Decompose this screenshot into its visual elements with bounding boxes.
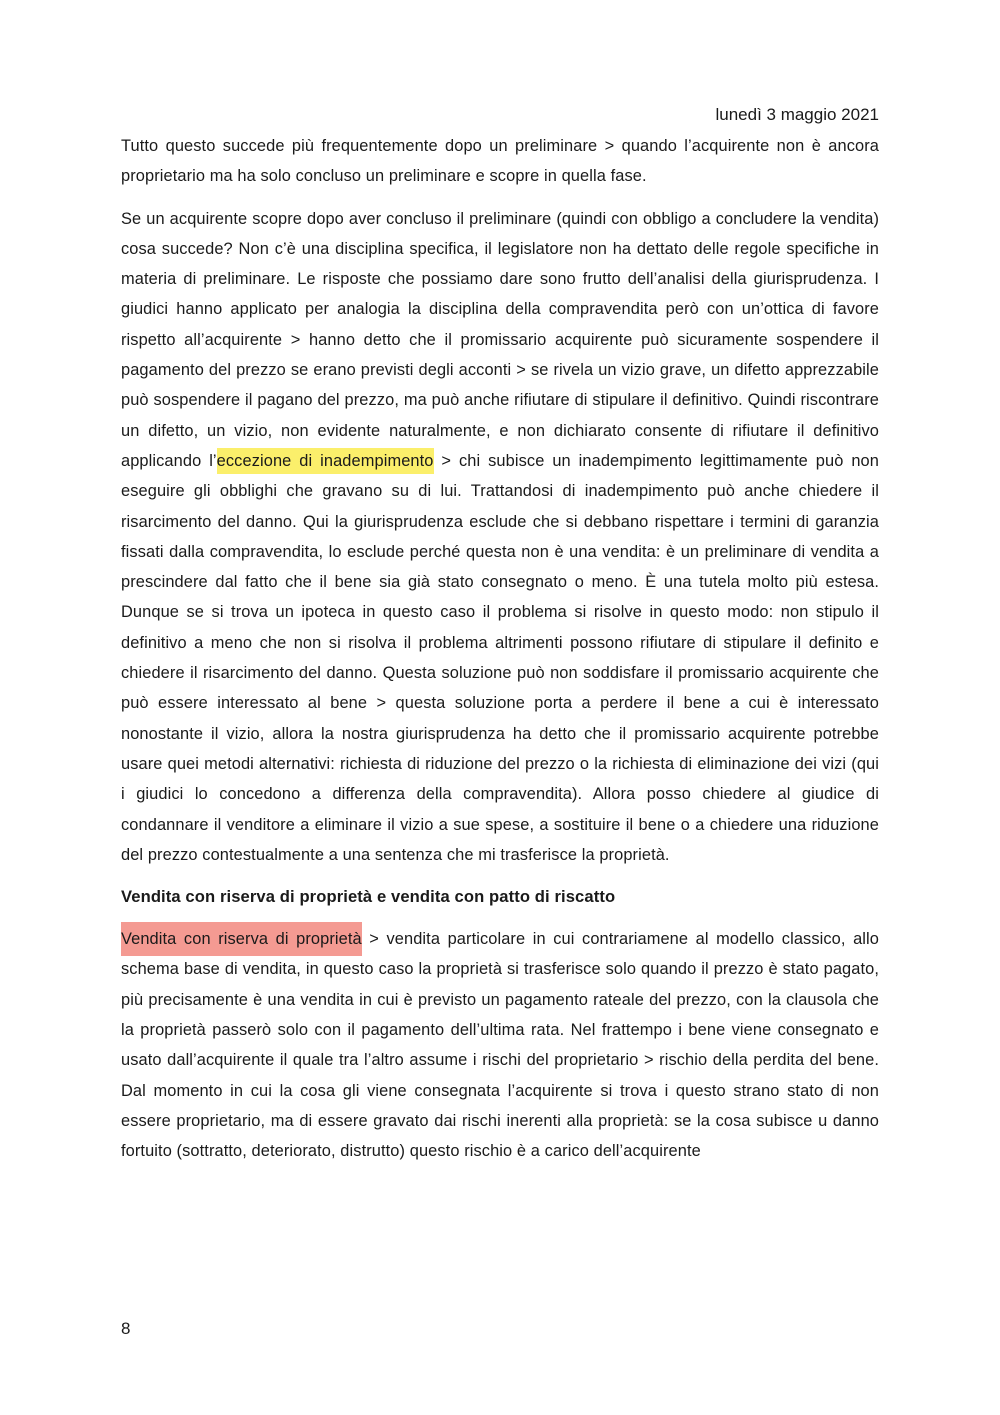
page-date: lunedì 3 maggio 2021 [715,105,879,124]
paragraph-2-text-a: Se un acquirente scopre dopo aver concluso il preliminare (quindi con obbligo a concludere la vendita) cosa succede? Non c’è una disciplina specifica, il legislatore non ha dettato delle regole specifiche in materia di preliminare. Le risposte che possiamo dare sono frutto dell’analisi della giurisprudenza. I giudici hanno applicato per analogia la disciplina della compravendita però con un’ottica di favore rispetto all’acquirente > hanno detto che il promissario acquirente può sicuramente sospendere il pagamento del prezzo se erano previsti degli acconti > se rivela un vizio grave, un difetto apprezzabile può sospendere il pagano del prezzo, ma può anche rifiutare di stipulare il definitivo. Quindi riscontrare un difetto, un vizio, non evidente naturalmente, e non dichiarato consente di rifiutare il definitivo applicando l’ [121,209,879,470]
highlight-eccezione-di-inadempimento: eccezione di inadempimento [217,448,434,474]
page-number: 8 [121,1319,131,1338]
paragraph-3 [121,924,879,1166]
document-body [121,131,879,1179]
paragraph-2-text-b: > chi subisce un inadempimento legittimamente può non eseguire gli obblighi che gravano su di lui. Trattandosi di inadempimento può anche chiedere il risarcimento del danno. Qui la giurisprudenza esclude che si debbano rispettare i termini di garanzia fissati dalla compravendita, lo esclude perché questa non è una vendita: è un preliminare di vendita a prescindere dal fatto che il bene sia già stato consegnato o meno. È una tutela molto più estesa. Dunque se si trova un ipoteca in questo caso il problema si risolve in questo modo: non stipulo il definitivo a meno che non si risolva il problema altrimenti possono rifiutare di stipulare il definito e chiedere il risarcimento del danno. Questa soluzione può non soddisfare il promissario acquirente che può essere interessato al bene > questa soluzione porta a perdere il bene a cui è interessato nonostante il vizio, allora la nostra giurisprudenza ha detto che il promissario acquirente potrebbe usare quei metodi alternativi: richiesta di riduzione del prezzo o la richiesta di eliminazione dei vizi (qui i giudici lo concedono a differenza della compravendita). Allora posso chiedere al giudice di condannare il venditore a eliminare il vizio a sue spese, a sostituire il bene o a chiedere una riduzione del prezzo contestualmente a una sentenza che mi trasferisce la proprietà. [121,451,879,864]
paragraph-2 [121,204,879,871]
section-heading: Vendita con riserva di proprietà e vendita con patto di riscatto [121,887,616,907]
paragraph-1: Tutto questo succede più frequentemente dopo un preliminare > quando l’acquirente non è ancora proprietario ma ha solo concluso un preliminare e scopre in quella fase. [121,137,879,186]
highlight-vendita-con-riserva: Vendita con riserva di proprietà [121,922,362,956]
paragraph-3-text: > vendita particolare in cui contrariamene al modello classico, allo schema base di vendita, in questo caso la proprietà si trasferisce solo quando il prezzo è stato pagato, più precisamente è una vendita in cui è previsto un pagamento rateale del prezzo, con la clausola che la proprietà passerò solo con il pagamento dell’ultima rata. Nel frattempo i bene viene consegnato e usato dall’acquirente il quale tra l’altro assume i rischi del proprietario > rischio della perdita del bene. Dal momento in cui la cosa gli viene consegnata l’acquirente si trova i questo strano stato di non essere proprietario, ma di essere gravato dai rischi inerenti alla proprietà: se la cosa subisce u danno fortuito (sottratto, deteriorato, distrutto) questo rischio è a carico dell’acquirente [121,930,880,1161]
